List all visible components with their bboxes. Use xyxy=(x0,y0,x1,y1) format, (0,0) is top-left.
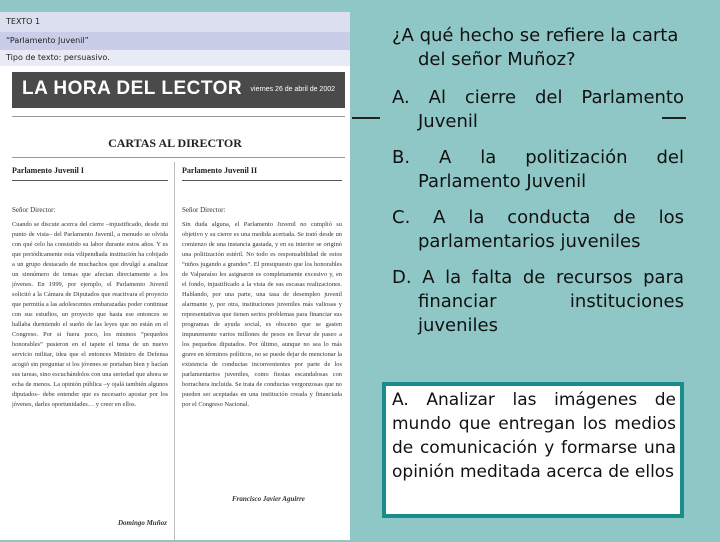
option-a[interactable]: A. Al cierre del Parlamento Juvenil xyxy=(392,87,684,132)
text-number-label: TEXTO 1 xyxy=(6,17,41,26)
right-heading-rule xyxy=(182,180,342,181)
left-column-body: Cuando se discute acerca del cierre –injustificado, desde mi punto de vista– del Parlamento Juvenil, a menudo se olvida con qué celo ha consistido su labor durante estos años. Y es que periódicamente esta vilipendiada institución ha cobijado a un grupo destacado de muchachos que divulgó a analizar un sinnúmero de temas que afectan directamente a los jóvenes. En 1999, por ejemplo, el Parlamento Juvenil solicitó a la Cámara de Diputados que reactivara el proyecto que permitía a las adolescentes embarazadas poder continuar con sus estudios, un proyecto que hasta ese entonces se hallaba durmiendo el sueño de las leyes que no están en el Congreso. Por si fuera poco, los mismos “pequeños honorables” pusieron en el tapete el tema de un nuevo servicio militar, idea que el entonces Ministro de Defensa acogió sin preguntar si los jóvenes se portaban bien y hacían sus tareas, sino escuchándolos con una seriedad que ahora se echa de menos. La opinión pública –y ojalá también algunos diputados– debe entender que es necesario apostar por los jóvenes, darles oportunidades… y creer en ellos. xyxy=(12,221,168,408)
header-row-1 xyxy=(0,12,350,32)
column-divider xyxy=(174,162,175,542)
section-divider xyxy=(12,157,345,158)
question-text: ¿A qué hecho se refiere la carta del señor Muñoz? xyxy=(392,25,679,70)
option-b[interactable]: B. A la politización del Parlamento Juvenil xyxy=(392,147,684,192)
option-d[interactable]: D. A la falta de recursos para financiar instituciones juveniles xyxy=(392,267,684,336)
banner-date: viernes 26 de abril de 2002 xyxy=(250,86,335,93)
section-title: CARTAS AL DIRECTOR xyxy=(108,136,242,150)
newspaper-page xyxy=(0,12,350,540)
text-type-label: Tipo de texto: persuasivo. xyxy=(6,53,110,62)
answer-text: A. Analizar las imágenes de mundo que entregan los medios de comunicación y formarse una opinión meditada acerca de ellos xyxy=(392,390,676,482)
right-column-signature: Francisco Javier Aguirre xyxy=(232,495,305,503)
left-heading-rule xyxy=(12,180,168,181)
right-column-body: Sin duda alguna, el Parlamento Juvenil no cumplió su objetivo y su cierre es una medida acertada. Se trató desde un comienzo de una instancia gastada, y en su interior se originó una politización estéril. No todo es responsabilidad de estos “niños jugando a grandes”. El presupuesto que los honorables de Valparaíso les asignaron es completamente excesivo y, en el fondo, injustificado a la vista de sus escasas realizaciones. Hablando, por una parte, una tasa de desempleo juvenil alarmante y, por otra, instituciones juveniles más valiosas y representativas que tienen serios problemas para financiar sus programas de ayuda social, es obsceno que se gasten impunemente varios millones de pesos en llevar de paseo a los pequeños diputados. Por último, aunque no sea lo más grave en términos políticos, no se puede dejar de mencionar la existencia de conductas inconvenientes por parte de los parlamentarios juveniles, como fiestas escandalosas con borrachera incluida. Se trata de conductas vergonzosas que no pueden ser aceptadas en una institución creada y financiada por el Congreso Nacional. xyxy=(182,221,342,408)
left-column-heading: Parlamento Juvenil I xyxy=(12,166,84,175)
right-column-heading: Parlamento Juvenil II xyxy=(182,166,258,175)
header-row-3 xyxy=(0,50,350,66)
option-c[interactable]: C. A la conducta de los parlamentarios juveniles xyxy=(392,207,684,252)
header-row-2 xyxy=(0,32,350,50)
banner-title: LA HORA DEL LECTOR xyxy=(22,78,243,99)
left-column-salutation: Señor Director: xyxy=(12,206,56,214)
left-column-signature: Domingo Muñoz xyxy=(118,519,167,527)
right-column-salutation: Señor Director: xyxy=(182,206,226,214)
newspaper-banner xyxy=(12,72,345,108)
banner-divider xyxy=(12,116,345,117)
accent-line-left xyxy=(352,117,380,119)
text-title-label: “Parlamento Juvenil” xyxy=(6,36,89,45)
